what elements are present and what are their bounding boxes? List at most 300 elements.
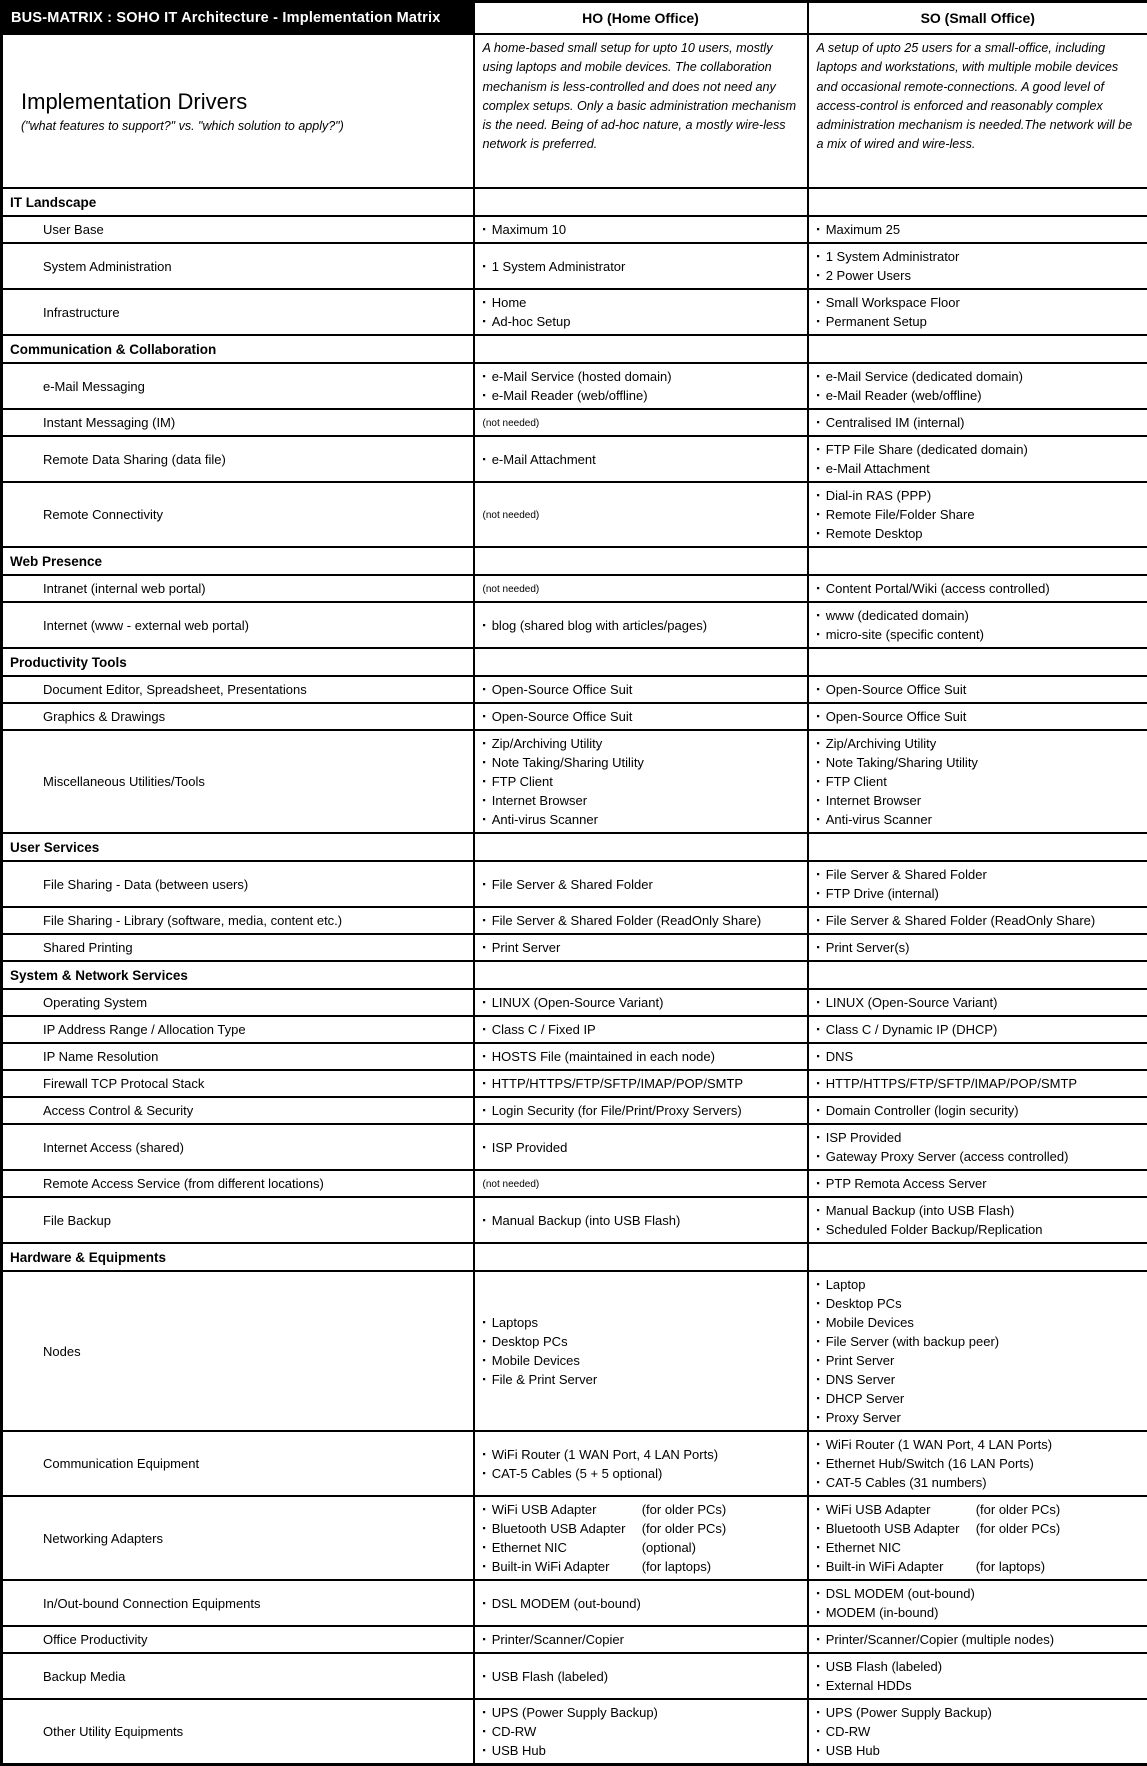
- ho-cell: [474, 1699, 808, 1765]
- bullet-square-icon: ▪: [817, 440, 820, 459]
- bullet-text: e-Mail Reader (web/offline): [492, 386, 648, 405]
- bullet-note: (for older PCs): [642, 1519, 727, 1538]
- ho-cell: [474, 1124, 808, 1170]
- so-cell: [808, 989, 1147, 1016]
- bullet-item: [817, 293, 1144, 312]
- bullet-text: Class C / Dynamic IP (DHCP): [826, 1020, 998, 1039]
- bullet-text: 1 System Administrator: [492, 257, 626, 276]
- bullet-item: [483, 1557, 803, 1576]
- bullet-text: Scheduled Folder Backup/Replication: [826, 1220, 1043, 1239]
- bullet-square-icon: ▪: [483, 1351, 486, 1370]
- bullet-square-icon: ▪: [817, 1473, 820, 1492]
- so-cell: [808, 1271, 1147, 1431]
- bullet-square-icon: ▪: [483, 707, 486, 726]
- so-cell: [808, 1170, 1147, 1197]
- matrix-row: [2, 363, 1147, 409]
- bullet-square-icon: ▪: [817, 1389, 820, 1408]
- row-label: Document Editor, Spreadsheet, Presentations: [2, 676, 474, 703]
- bullet-text: Mobile Devices: [492, 1351, 580, 1370]
- bullet-text: WiFi Router (1 WAN Port, 4 LAN Ports): [826, 1435, 1052, 1454]
- bullet-item: [817, 1389, 1144, 1408]
- bullet-item: [817, 1500, 1144, 1519]
- bullet-text: Laptop: [826, 1275, 866, 1294]
- bullet-item: [817, 505, 1144, 524]
- bullet-square-icon: ▪: [483, 1370, 486, 1389]
- bullet-square-icon: ▪: [483, 1630, 486, 1649]
- section-empty-so-cell: [808, 547, 1147, 575]
- bullet-item: [817, 1101, 1144, 1120]
- bullet-text: DSL MODEM (out-bound): [826, 1584, 975, 1603]
- ho-cell: [474, 602, 808, 648]
- section-title: System & Network Services: [2, 961, 474, 989]
- bullet-square-icon: ▪: [817, 791, 820, 810]
- bullet-text: Internet Browser: [492, 791, 587, 810]
- bullet-item: [817, 606, 1144, 625]
- row-label: Instant Messaging (IM): [2, 409, 474, 436]
- ho-cell: [474, 676, 808, 703]
- bullet-item: [483, 993, 803, 1012]
- bullet-square-icon: ▪: [817, 1454, 820, 1473]
- section-empty-ho-cell: [474, 188, 808, 216]
- bullet-square-icon: ▪: [817, 1220, 820, 1239]
- section-empty-ho-cell: [474, 648, 808, 676]
- bullet-text: DNS: [826, 1047, 853, 1066]
- bullet-item: [817, 1538, 1144, 1557]
- row-label: Graphics & Drawings: [2, 703, 474, 730]
- bullet-text: Open-Source Office Suit: [492, 707, 633, 726]
- bullet-square-icon: ▪: [483, 1557, 486, 1576]
- bullet-text: Built-in WiFi Adapter: [492, 1557, 642, 1576]
- ho-cell: [474, 1097, 808, 1124]
- column-header-ho: HO (Home Office): [474, 2, 808, 35]
- bullet-text: File & Print Server: [492, 1370, 597, 1389]
- row-label: File Sharing - Library (software, media, content etc.): [2, 907, 474, 934]
- bullet-item: [817, 440, 1144, 459]
- bullet-item: [483, 791, 803, 810]
- matrix-row: [2, 907, 1147, 934]
- bullet-text: Note Taking/Sharing Utility: [826, 753, 978, 772]
- row-label: Remote Access Service (from different locations): [2, 1170, 474, 1197]
- bullet-item: [483, 1445, 803, 1464]
- bullet-text: Manual Backup (into USB Flash): [826, 1201, 1015, 1220]
- bullet-text: Login Security (for File/Print/Proxy Servers): [492, 1101, 742, 1120]
- bullet-item: [817, 486, 1144, 505]
- matrix-row: [2, 289, 1147, 335]
- matrix-row: [2, 1124, 1147, 1170]
- row-label: In/Out-bound Connection Equipments: [2, 1580, 474, 1626]
- matrix-row: [2, 1043, 1147, 1070]
- matrix-row: [2, 575, 1147, 602]
- bullet-square-icon: ▪: [483, 993, 486, 1012]
- bullet-text: www (dedicated domain): [826, 606, 969, 625]
- bullet-item: [817, 1275, 1144, 1294]
- ho-cell: [474, 730, 808, 833]
- bullet-item: [817, 772, 1144, 791]
- bullet-square-icon: ▪: [817, 1676, 820, 1695]
- row-label: Other Utility Equipments: [2, 1699, 474, 1765]
- bullet-text: Desktop PCs: [492, 1332, 568, 1351]
- bullet-item: [483, 1703, 803, 1722]
- bullet-item: [817, 1657, 1144, 1676]
- bullet-item: [817, 1741, 1144, 1760]
- bullet-square-icon: ▪: [817, 1074, 820, 1093]
- section-header-row: [2, 833, 1147, 861]
- bullet-item: [817, 1408, 1144, 1427]
- bullet-item: [817, 459, 1144, 478]
- bullet-item: [817, 1722, 1144, 1741]
- matrix-row: [2, 436, 1147, 482]
- not-needed-label: (not needed): [483, 1179, 540, 1190]
- bullet-item: [483, 1313, 803, 1332]
- bullet-square-icon: ▪: [817, 1128, 820, 1147]
- so-cell: [808, 1496, 1147, 1580]
- bullet-text: ISP Provided: [492, 1138, 568, 1157]
- bullet-square-icon: ▪: [817, 247, 820, 266]
- bullet-item: [483, 1741, 803, 1760]
- bullet-item: [483, 293, 803, 312]
- bullet-text: DNS Server: [826, 1370, 895, 1389]
- bullet-text: Dial-in RAS (PPP): [826, 486, 931, 505]
- bullet-item: [817, 1435, 1144, 1454]
- bullet-item: [483, 1500, 803, 1519]
- matrix-row: [2, 1580, 1147, 1626]
- bullet-square-icon: ▪: [483, 1500, 486, 1519]
- bullet-square-icon: ▪: [817, 625, 820, 644]
- bullet-square-icon: ▪: [483, 1464, 486, 1483]
- bullet-item: [817, 810, 1144, 829]
- bullet-item: [817, 1313, 1144, 1332]
- row-label: Backup Media: [2, 1653, 474, 1699]
- bullet-item: [483, 1464, 803, 1483]
- matrix-row: [2, 1097, 1147, 1124]
- ho-cell: [474, 1431, 808, 1496]
- section-empty-so-cell: [808, 833, 1147, 861]
- bullet-text: File Server & Shared Folder (ReadOnly Share): [492, 911, 762, 930]
- bullet-text: Print Server: [826, 1351, 895, 1370]
- section-header-row: [2, 961, 1147, 989]
- bullet-square-icon: ▪: [817, 524, 820, 543]
- bullet-text: Permanent Setup: [826, 312, 927, 331]
- row-label: Internet (www - external web portal): [2, 602, 474, 648]
- bullet-item: [817, 386, 1144, 405]
- bullet-text: Zip/Archiving Utility: [826, 734, 937, 753]
- bullet-square-icon: ▪: [483, 810, 486, 829]
- matrix-row: [2, 602, 1147, 648]
- bullet-item: [817, 791, 1144, 810]
- bullet-item: [817, 367, 1144, 386]
- bullet-square-icon: ▪: [817, 1370, 820, 1389]
- section-title: Productivity Tools: [2, 648, 474, 676]
- bullet-square-icon: ▪: [817, 993, 820, 1012]
- bullet-square-icon: ▪: [817, 266, 820, 285]
- bullet-text: MODEM (in-bound): [826, 1603, 939, 1622]
- ho-cell: [474, 575, 808, 602]
- bullet-square-icon: ▪: [817, 1408, 820, 1427]
- bullet-square-icon: ▪: [817, 1174, 820, 1193]
- bullet-square-icon: ▪: [817, 312, 820, 331]
- bullet-text: Proxy Server: [826, 1408, 901, 1427]
- bullet-item: [483, 875, 803, 894]
- bullet-square-icon: ▪: [817, 293, 820, 312]
- bullet-text: File Server & Shared Folder (ReadOnly Share): [826, 911, 1096, 930]
- bullet-text: Print Server(s): [826, 938, 910, 957]
- row-label: File Sharing - Data (between users): [2, 861, 474, 907]
- bullet-square-icon: ▪: [483, 386, 486, 405]
- bullet-square-icon: ▪: [817, 1557, 820, 1576]
- bullet-text: Anti-virus Scanner: [492, 810, 598, 829]
- bullet-square-icon: ▪: [483, 772, 486, 791]
- bullet-text: Remote File/Folder Share: [826, 505, 975, 524]
- section-title: Communication & Collaboration: [2, 335, 474, 363]
- bullet-text: File Server & Shared Folder: [826, 865, 987, 884]
- row-label: Nodes: [2, 1271, 474, 1431]
- bullet-square-icon: ▪: [483, 293, 486, 312]
- bullet-text: FTP Drive (internal): [826, 884, 939, 903]
- ho-description: A home-based small setup for upto 10 users, mostly using laptops and mobile devices. The collaboration mechanism is less-controlled and does not need any complex setups. Only a basic administration mechanism is the need. Being of ad-hoc nature, a mostly wire-less network is preferred.: [474, 34, 808, 188]
- matrix-row: [2, 1016, 1147, 1043]
- bullet-text: Bluetooth USB Adapter: [826, 1519, 976, 1538]
- matrix-row: [2, 1070, 1147, 1097]
- ho-cell: [474, 1070, 808, 1097]
- row-label: Internet Access (shared): [2, 1124, 474, 1170]
- bullet-text: HOSTS File (maintained in each node): [492, 1047, 715, 1066]
- so-cell: [808, 243, 1147, 289]
- section-title: Web Presence: [2, 547, 474, 575]
- bullet-text: File Server & Shared Folder: [492, 875, 653, 894]
- row-label: Communication Equipment: [2, 1431, 474, 1496]
- bullet-text: Open-Source Office Suit: [826, 707, 967, 726]
- bullet-text: CAT-5 Cables (5 + 5 optional): [492, 1464, 663, 1483]
- bullet-item: [483, 1667, 803, 1686]
- row-label: Remote Connectivity: [2, 482, 474, 547]
- bullet-item: [817, 220, 1144, 239]
- matrix-body: [2, 188, 1147, 1765]
- matrix-row: [2, 1699, 1147, 1765]
- bullet-text: Zip/Archiving Utility: [492, 734, 603, 753]
- matrix-row: [2, 861, 1147, 907]
- bullet-square-icon: ▪: [817, 734, 820, 753]
- bullet-square-icon: ▪: [483, 616, 486, 635]
- bullet-square-icon: ▪: [483, 1047, 486, 1066]
- bullet-square-icon: ▪: [483, 312, 486, 331]
- so-cell: [808, 602, 1147, 648]
- row-label: Infrastructure: [2, 289, 474, 335]
- bullet-text: Maximum 10: [492, 220, 566, 239]
- bullet-item: [817, 707, 1144, 726]
- ho-cell: [474, 216, 808, 243]
- so-cell: [808, 409, 1147, 436]
- so-cell: [808, 216, 1147, 243]
- bullet-square-icon: ▪: [483, 911, 486, 930]
- bullet-item: [817, 753, 1144, 772]
- bullet-text: CAT-5 Cables (31 numbers): [826, 1473, 987, 1492]
- bullet-text: Small Workspace Floor: [826, 293, 960, 312]
- bullet-text: UPS (Power Supply Backup): [826, 1703, 992, 1722]
- bullet-square-icon: ▪: [817, 1722, 820, 1741]
- bullet-square-icon: ▪: [483, 1020, 486, 1039]
- matrix-row: [2, 243, 1147, 289]
- bullet-item: [483, 1630, 803, 1649]
- row-label: Shared Printing: [2, 934, 474, 961]
- bullet-item: [817, 1074, 1144, 1093]
- so-cell: [808, 1124, 1147, 1170]
- bullet-item: [817, 247, 1144, 266]
- bullet-item: [817, 1676, 1144, 1695]
- bullet-text: Ethernet Hub/Switch (16 LAN Ports): [826, 1454, 1034, 1473]
- bullet-square-icon: ▪: [817, 1101, 820, 1120]
- bullet-text: Printer/Scanner/Copier: [492, 1630, 624, 1649]
- bullet-item: [483, 386, 803, 405]
- bullet-square-icon: ▪: [483, 938, 486, 957]
- bullet-item: [483, 616, 803, 635]
- bullet-square-icon: ▪: [817, 220, 820, 239]
- so-cell: [808, 1043, 1147, 1070]
- bullet-text: micro-site (specific content): [826, 625, 984, 644]
- bullet-item: [817, 1557, 1144, 1576]
- so-cell: [808, 934, 1147, 961]
- so-cell: [808, 1016, 1147, 1043]
- bullet-note: (for older PCs): [642, 1500, 727, 1519]
- bullet-item: [817, 1220, 1144, 1239]
- ho-cell: [474, 409, 808, 436]
- section-empty-ho-cell: [474, 961, 808, 989]
- bullet-square-icon: ▪: [817, 1703, 820, 1722]
- bullet-item: [817, 413, 1144, 432]
- bullet-note: (for laptops): [976, 1557, 1045, 1576]
- matrix-row: [2, 1626, 1147, 1653]
- bullet-square-icon: ▪: [817, 1201, 820, 1220]
- so-cell: [808, 363, 1147, 409]
- so-cell: [808, 1431, 1147, 1496]
- row-label: Firewall TCP Protocal Stack: [2, 1070, 474, 1097]
- bullet-text: FTP Client: [492, 772, 553, 791]
- matrix-row: [2, 1197, 1147, 1243]
- bullet-text: e-Mail Reader (web/offline): [826, 386, 982, 405]
- bullet-square-icon: ▪: [817, 1313, 820, 1332]
- row-label: System Administration: [2, 243, 474, 289]
- bullet-text: Ad-hoc Setup: [492, 312, 571, 331]
- bullet-text: Print Server: [492, 938, 561, 957]
- ho-cell: [474, 1626, 808, 1653]
- bullet-square-icon: ▪: [817, 606, 820, 625]
- bullet-text: USB Hub: [492, 1741, 546, 1760]
- row-label: Office Productivity: [2, 1626, 474, 1653]
- bullet-square-icon: ▪: [817, 865, 820, 884]
- bullet-square-icon: ▪: [483, 1101, 486, 1120]
- bullet-square-icon: ▪: [817, 938, 820, 957]
- bullet-square-icon: ▪: [483, 1519, 486, 1538]
- bullet-square-icon: ▪: [817, 1538, 820, 1557]
- bullet-text: Open-Source Office Suit: [492, 680, 633, 699]
- matrix-row: [2, 934, 1147, 961]
- bullet-square-icon: ▪: [817, 386, 820, 405]
- bullet-text: Gateway Proxy Server (access controlled): [826, 1147, 1069, 1166]
- bullet-square-icon: ▪: [817, 1741, 820, 1760]
- bullet-item: [817, 1332, 1144, 1351]
- bullet-item: [817, 1294, 1144, 1313]
- bullet-item: [817, 625, 1144, 644]
- ho-cell: [474, 907, 808, 934]
- matrix-row: [2, 1271, 1147, 1431]
- not-needed-label: (not needed): [483, 510, 540, 521]
- so-cell: [808, 907, 1147, 934]
- section-header-row: [2, 547, 1147, 575]
- so-cell: [808, 861, 1147, 907]
- so-cell: [808, 1653, 1147, 1699]
- bullet-text: CD-RW: [826, 1722, 871, 1741]
- bullet-text: Domain Controller (login security): [826, 1101, 1019, 1120]
- bullet-square-icon: ▪: [817, 1630, 820, 1649]
- bullet-item: [817, 993, 1144, 1012]
- bullet-text: blog (shared blog with articles/pages): [492, 616, 707, 635]
- bullet-square-icon: ▪: [817, 911, 820, 930]
- bullet-square-icon: ▪: [817, 1047, 820, 1066]
- matrix-row: [2, 482, 1147, 547]
- bullet-text: FTP Client: [826, 772, 887, 791]
- bullet-text: Content Portal/Wiki (access controlled): [826, 579, 1050, 598]
- bullet-item: [817, 1454, 1144, 1473]
- bullet-square-icon: ▪: [483, 680, 486, 699]
- bullet-square-icon: ▪: [817, 1351, 820, 1370]
- bullet-square-icon: ▪: [483, 367, 486, 386]
- bullet-item: [817, 1630, 1144, 1649]
- so-cell: [808, 575, 1147, 602]
- bullet-item: [483, 367, 803, 386]
- so-cell: [808, 703, 1147, 730]
- bullet-square-icon: ▪: [483, 1667, 486, 1686]
- bullet-text: e-Mail Attachment: [826, 459, 930, 478]
- bullet-note: (for older PCs): [976, 1500, 1061, 1519]
- ho-cell: [474, 1043, 808, 1070]
- ho-cell: [474, 989, 808, 1016]
- bullet-text: LINUX (Open-Source Variant): [492, 993, 664, 1012]
- bullet-text: Home: [492, 293, 527, 312]
- ho-cell: [474, 1580, 808, 1626]
- section-header-row: [2, 1243, 1147, 1271]
- not-needed-label: (not needed): [483, 418, 540, 429]
- ho-cell: [474, 703, 808, 730]
- bullet-text: Anti-virus Scanner: [826, 810, 932, 829]
- bullet-item: [483, 1351, 803, 1370]
- bullet-item: [483, 1020, 803, 1039]
- bullet-text: CD-RW: [492, 1722, 537, 1741]
- bullet-square-icon: ▪: [817, 413, 820, 432]
- section-empty-ho-cell: [474, 335, 808, 363]
- bullet-square-icon: ▪: [817, 772, 820, 791]
- bullet-item: [483, 1211, 803, 1230]
- bullet-text: Open-Source Office Suit: [826, 680, 967, 699]
- bullet-square-icon: ▪: [483, 1722, 486, 1741]
- bullet-text: Mobile Devices: [826, 1313, 914, 1332]
- section-header-row: [2, 335, 1147, 363]
- bullet-square-icon: ▪: [817, 367, 820, 386]
- matrix-header-row: [2, 2, 1147, 35]
- bullet-text: Ethernet NIC: [826, 1538, 901, 1557]
- not-needed-label: (not needed): [483, 584, 540, 595]
- bullet-square-icon: ▪: [817, 1294, 820, 1313]
- bullet-item: [817, 911, 1144, 930]
- bullet-square-icon: ▪: [817, 753, 820, 772]
- row-label: File Backup: [2, 1197, 474, 1243]
- bullet-square-icon: ▪: [483, 257, 486, 276]
- bullet-square-icon: ▪: [817, 680, 820, 699]
- bullet-item: [483, 1332, 803, 1351]
- section-header-row: [2, 188, 1147, 216]
- bullet-item: [483, 220, 803, 239]
- bullet-square-icon: ▪: [817, 707, 820, 726]
- section-title: Hardware & Equipments: [2, 1243, 474, 1271]
- bullet-item: [817, 1584, 1144, 1603]
